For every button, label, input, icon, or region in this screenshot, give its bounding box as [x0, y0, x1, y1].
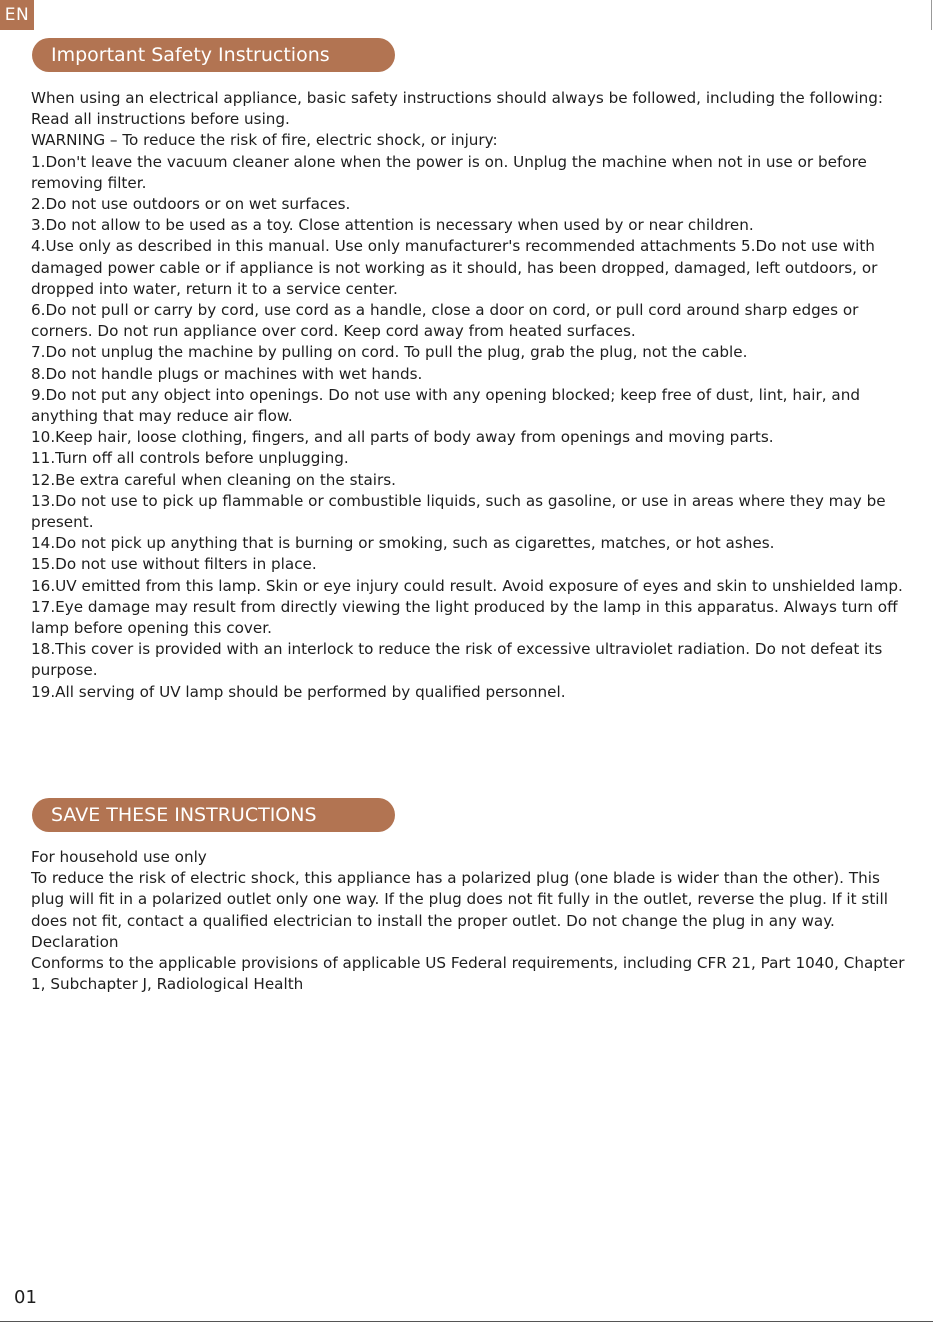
instruction-item: 12.Be extra careful when cleaning on the stairs.: [31, 470, 396, 489]
paragraph-line: For household use only: [31, 848, 207, 866]
instruction-item: 9.Do not put any object into openings. Do not use with any opening blocked; keep free of dust, lint, hair, and anything that may reduce air flow.: [31, 385, 860, 426]
save-instructions-body: [31, 847, 909, 995]
instruction-item: 16.UV emitted from this lamp. Skin or eye injury could result. Avoid exposure of eyes and skin to unshielded lamp.: [31, 576, 903, 595]
instruction-item: 3.Do not allow to be used as a toy. Close attention is necessary when used by or near children.: [31, 216, 754, 235]
paragraph-line: Read all instructions before using.: [31, 110, 290, 129]
instruction-item: 8.Do not handle plugs or machines with wet hands.: [31, 364, 423, 383]
paragraph-line: Declaration: [31, 932, 119, 951]
safety-instructions-body: [31, 88, 909, 703]
instruction-item: 17.Eye damage may result from directly viewing the light produced by the lamp in this apparatus. Always turn off lamp before opening this cover.: [31, 597, 898, 638]
paragraph-line: To reduce the risk of electric shock, this appliance has a polarized plug (one blade is wider than the other). This plug will fit in a polarized outlet only one way. If the plug does not fit fully in the outlet, reverse the plug. If it still does not fit, contact a qualified electrician to install the proper outlet. Do not change the plug in any way.: [31, 869, 888, 930]
instruction-item: 10.Keep hair, loose clothing, fingers, and all parts of body away from openings and moving parts.: [31, 428, 774, 447]
instruction-item: 4.Use only as described in this manual. Use only manufacturer's recommended attachments 5.Do not use with damaged power cable or if appliance is not working as it should, has been dropped, damaged, left outdoors, or dropped into water, return it to a service center.: [31, 237, 878, 298]
bottom-divider: [0, 1321, 933, 1322]
instruction-item: 15.Do not use without filters in place.: [31, 555, 317, 574]
section-heading-safety: Important Safety Instructions: [32, 38, 395, 72]
instruction-item: 19.All serving of UV lamp should be performed by qualified personnel.: [31, 682, 566, 701]
instruction-item: 7.Do not unplug the machine by pulling on cord. To pull the plug, grab the plug, not the cable.: [31, 343, 748, 362]
edge-divider: [931, 0, 932, 30]
instruction-item: 6.Do not pull or carry by cord, use cord as a handle, close a door on cord, or pull cord around sharp edges or corners. Do not run appliance over cord. Keep cord away from heated surfaces.: [31, 301, 859, 341]
instruction-item: 13.Do not use to pick up flammable or combustible liquids, such as gasoline, or use in areas where they may be present.: [31, 491, 886, 532]
page-number: 01: [14, 1287, 37, 1308]
instruction-item: 18.This cover is provided with an interlock to reduce the risk of excessive ultraviolet radiation. Do not defeat its purpose.: [31, 640, 883, 680]
instruction-item: 14.Do not pick up anything that is burning or smoking, such as cigarettes, matches, or hot ashes.: [31, 534, 775, 553]
language-tag: EN: [0, 0, 34, 30]
paragraph-line: Conforms to the applicable provisions of applicable US Federal requirements, including CFR 21, Part 1040, Chapter 1, Subchapter J, Radiological Health: [31, 954, 905, 994]
section-heading-save: SAVE THESE INSTRUCTIONS: [32, 798, 395, 832]
instruction-item: 2.Do not use outdoors or on wet surfaces.: [31, 195, 351, 214]
instruction-item: 1.Don't leave the vacuum cleaner alone when the power is on. Unplug the machine when not in use or before removing filter.: [31, 152, 867, 192]
paragraph-line: WARNING – To reduce the risk of fire, electric shock, or injury:: [31, 131, 498, 150]
instruction-item: 11.Turn off all controls before unplugging.: [31, 449, 349, 468]
paragraph-line: When using an electrical appliance, basic safety instructions should always be followed, including the following:: [31, 89, 883, 107]
